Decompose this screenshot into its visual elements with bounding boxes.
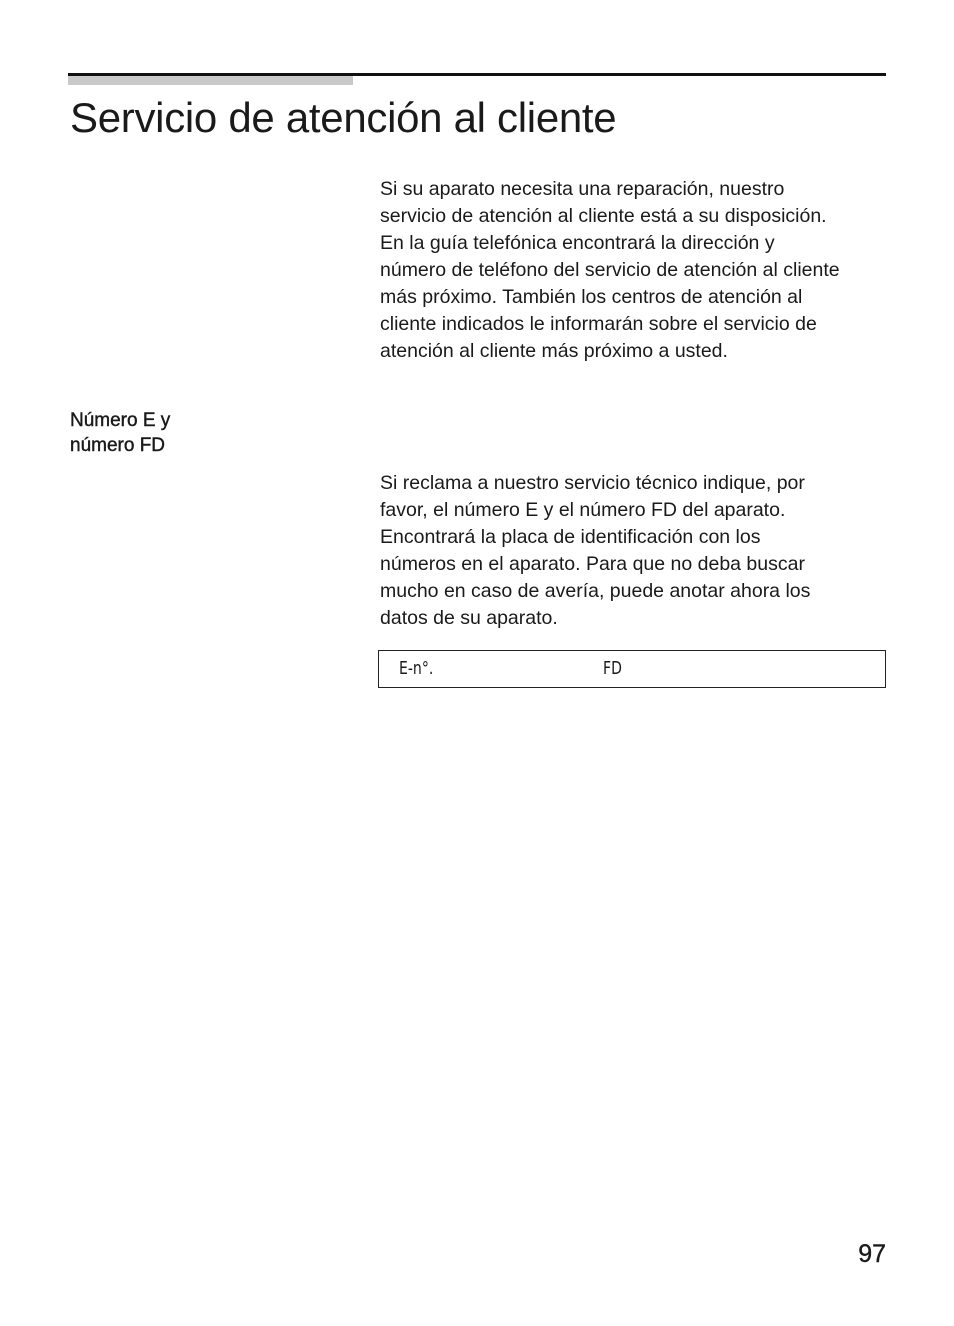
appliance-number-box — [378, 650, 886, 688]
intro-paragraph — [380, 176, 890, 365]
enumber-line: Encontrará la placa de identificación con los — [380, 526, 761, 548]
enumber-line: datos de su aparato. — [380, 607, 558, 629]
header-rule — [68, 73, 886, 76]
section-heading-line: número FD — [70, 435, 166, 456]
intro-line: atención al cliente más próximo a usted. — [380, 340, 728, 362]
enumber-line: mucho en caso de avería, puede anotar ahora los — [380, 580, 811, 602]
enumber-line: números en el aparato. Para que no deba buscar — [380, 553, 805, 575]
fd-number-label: FD — [603, 658, 622, 679]
intro-line: Si su aparato necesita una reparación, nuestro — [380, 178, 785, 200]
intro-line: servicio de atención al cliente está a su disposición. — [380, 205, 827, 227]
intro-line: En la guía telefónica encontrará la dirección y — [380, 232, 775, 254]
enumber-paragraph — [380, 470, 890, 632]
page-title: Servicio de atención al cliente — [70, 94, 617, 141]
section-heading-line: Número E y — [70, 410, 171, 431]
intro-line: más próximo. También los centros de atención al — [380, 286, 803, 308]
header-rule-accent — [68, 75, 353, 85]
e-number-label: E-n°. — [399, 658, 434, 679]
enumber-line: favor, el número E y el número FD del aparato. — [380, 499, 786, 521]
intro-line: cliente indicados le informarán sobre el servicio de — [380, 313, 817, 335]
section-heading-enumber — [70, 408, 170, 458]
intro-line: número de teléfono del servicio de atención al cliente — [380, 259, 840, 281]
page-number: 97 — [858, 1240, 886, 1268]
enumber-line: Si reclama a nuestro servicio técnico indique, por — [380, 472, 805, 494]
